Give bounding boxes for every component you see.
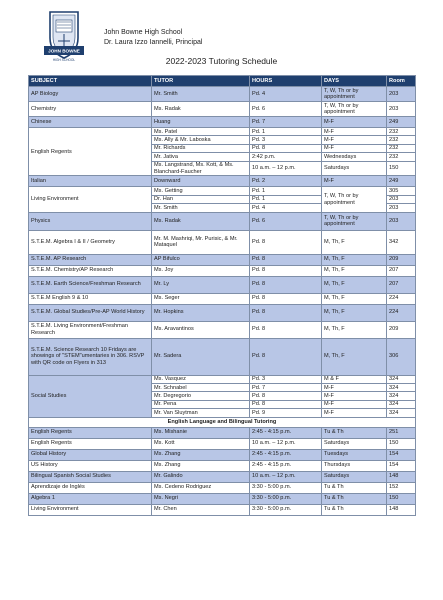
days-cell: T, W, Th or by appointment bbox=[322, 212, 387, 230]
hours-cell: 3:30 - 5:00 p.m. bbox=[250, 493, 322, 504]
subject-cell: US History bbox=[29, 460, 152, 471]
svg-text:HIGH SCHOOL: HIGH SCHOOL bbox=[52, 58, 76, 62]
table-row bbox=[29, 304, 416, 321]
table-row bbox=[29, 254, 416, 265]
subject-cell: English Regents bbox=[29, 427, 152, 438]
days-cell: T, W, Th or by appointment bbox=[322, 87, 387, 102]
room-cell: 154 bbox=[387, 449, 416, 460]
table-row bbox=[29, 460, 416, 471]
tutor-cell: Mr. Smith bbox=[152, 204, 250, 212]
days-cell: T, W, Th or by appointment bbox=[322, 102, 387, 117]
table-row bbox=[29, 427, 416, 438]
hours-cell: 2:45 - 4:15 p.m. bbox=[250, 427, 322, 438]
tutor-cell: Mr. Pena bbox=[152, 400, 250, 408]
subject-cell: Living Environment bbox=[29, 504, 152, 515]
hours-cell: Pd. 8 bbox=[250, 304, 322, 321]
room-cell: 324 bbox=[387, 409, 416, 417]
days-cell: M-F bbox=[322, 384, 387, 392]
tutor-cell: Mr. Sadera bbox=[152, 338, 250, 375]
hours-cell: Pd. 2 bbox=[250, 176, 322, 187]
tutoring-schedule-table bbox=[28, 75, 416, 516]
days-cell: M-F bbox=[322, 409, 387, 417]
room-cell: 324 bbox=[387, 384, 416, 392]
hours-cell: Pd. 8 bbox=[250, 276, 322, 293]
days-cell: M-F bbox=[322, 117, 387, 128]
tutor-cell: Ms. Vasquez bbox=[152, 375, 250, 383]
hours-cell: 10 a.m. – 12 p.m. bbox=[250, 471, 322, 482]
days-cell: M-F bbox=[322, 392, 387, 400]
tutor-cell: Mr. Schnabel bbox=[152, 384, 250, 392]
subject-cell: Chemistry bbox=[29, 102, 152, 117]
subject-cell: Social Studies bbox=[29, 375, 152, 417]
days-cell: M, Th, F bbox=[322, 321, 387, 338]
room-cell: 249 bbox=[387, 117, 416, 128]
hours-cell: Pd. 4 bbox=[250, 87, 322, 102]
subject-cell: S.T.E.M. Chemistry/AP Research bbox=[29, 265, 152, 276]
hours-cell: Pd. 8 bbox=[250, 400, 322, 408]
room-cell: 324 bbox=[387, 375, 416, 383]
room-cell: 152 bbox=[387, 482, 416, 493]
room-cell: 203 bbox=[387, 87, 416, 102]
hours-cell: Pd. 7 bbox=[250, 384, 322, 392]
tutor-cell: Ms. Joy bbox=[152, 265, 250, 276]
subject-cell: S.T.E.M English 9 & 10 bbox=[29, 293, 152, 304]
svg-text:JOHN BOWNE: JOHN BOWNE bbox=[48, 48, 80, 54]
hours-cell: 10 a.m. – 12 p.m. bbox=[250, 438, 322, 449]
subject-cell: S.T.E.M. Living Environment/Freshman Research bbox=[29, 321, 152, 338]
schedule-body bbox=[29, 87, 416, 516]
table-row bbox=[29, 128, 416, 136]
column-header: TUTOR bbox=[152, 76, 250, 87]
subject-cell: Italian bbox=[29, 176, 152, 187]
tutor-cell: Ms. Zhang bbox=[152, 460, 250, 471]
days-cell: M, Th, F bbox=[322, 254, 387, 265]
room-cell: 203 bbox=[387, 195, 416, 203]
subject-cell: S.T.E.M. Earth Science/Freshman Research bbox=[29, 276, 152, 293]
tutor-cell: Mr. Smith bbox=[152, 87, 250, 102]
hours-cell: Pd. 7 bbox=[250, 117, 322, 128]
tutor-cell: Ms. Ally & Mr. Laboska bbox=[152, 136, 250, 144]
room-cell: 305 bbox=[387, 187, 416, 195]
school-name: John Bowne High School bbox=[104, 29, 183, 36]
subject-cell: Bilingual Spanish Social Studies bbox=[29, 471, 152, 482]
tutor-cell: Ms. Kott bbox=[152, 438, 250, 449]
tutor-cell: Mr. Richards bbox=[152, 144, 250, 152]
table-row bbox=[29, 504, 416, 515]
tutor-cell: Ms. Aravantinos bbox=[152, 321, 250, 338]
tutor-cell: Mr. Jativa bbox=[152, 153, 250, 161]
hours-cell: Pd. 8 bbox=[250, 321, 322, 338]
hours-cell: Pd. 8 bbox=[250, 338, 322, 375]
days-cell: T, W, Th or by appointment bbox=[322, 187, 387, 212]
subject-cell: Physics bbox=[29, 212, 152, 230]
days-cell: Saturdays bbox=[322, 438, 387, 449]
tutor-cell: Ms. Radak bbox=[152, 102, 250, 117]
table-header-row bbox=[29, 76, 416, 87]
days-cell: Tu & Th bbox=[322, 504, 387, 515]
days-cell: Tu & Th bbox=[322, 427, 387, 438]
tutor-cell: Mr. Van Sluytman bbox=[152, 409, 250, 417]
hours-cell: Pd. 6 bbox=[250, 212, 322, 230]
days-cell: M, Th, F bbox=[322, 276, 387, 293]
room-cell: 207 bbox=[387, 276, 416, 293]
subject-cell: S.T.E.M. Algebra I & II / Geometry bbox=[29, 230, 152, 254]
hours-cell: Pd. 8 bbox=[250, 392, 322, 400]
room-cell: 203 bbox=[387, 212, 416, 230]
tutor-cell: Ms. Seger bbox=[152, 293, 250, 304]
hours-cell: Pd. 3 bbox=[250, 136, 322, 144]
hours-cell: 2:42 p.m. bbox=[250, 153, 322, 161]
tutor-cell: Ms. Negri bbox=[152, 493, 250, 504]
tutor-cell: AP Bifulco bbox=[152, 254, 250, 265]
subject-cell: Global History bbox=[29, 449, 152, 460]
table-row bbox=[29, 212, 416, 230]
room-cell: 150 bbox=[387, 161, 416, 176]
room-cell: 148 bbox=[387, 504, 416, 515]
subject-cell: S.T.E.M. Science Research 10 Fridays are showings of "STEM"umentaries in 306. RSVP with QR code on Flyers in 313 bbox=[29, 338, 152, 375]
subject-cell: Living Environment bbox=[29, 187, 152, 212]
letterhead bbox=[0, 0, 443, 72]
hours-cell: Pd. 6 bbox=[250, 102, 322, 117]
tutor-cell: Mr. Ly bbox=[152, 276, 250, 293]
table-row bbox=[29, 176, 416, 187]
tutor-cell: Ms. Zhang bbox=[152, 449, 250, 460]
hours-cell: Pd. 8 bbox=[250, 293, 322, 304]
days-cell: Wednesdays bbox=[322, 153, 387, 161]
tutor-cell: Ms. Getting bbox=[152, 187, 250, 195]
room-cell: 154 bbox=[387, 460, 416, 471]
days-cell: M-F bbox=[322, 136, 387, 144]
table-row bbox=[29, 471, 416, 482]
days-cell: M, Th, F bbox=[322, 304, 387, 321]
table-row bbox=[29, 265, 416, 276]
table-row bbox=[29, 230, 416, 254]
hours-cell: Pd. 8 bbox=[250, 144, 322, 152]
hours-cell: Pd. 4 bbox=[250, 204, 322, 212]
subject-cell: S.T.E.M. Global Studies/Pre-AP World History bbox=[29, 304, 152, 321]
room-cell: 224 bbox=[387, 304, 416, 321]
tutor-cell: Ms. Radak bbox=[152, 212, 250, 230]
hours-cell: Pd. 1 bbox=[250, 195, 322, 203]
room-cell: 342 bbox=[387, 230, 416, 254]
hours-cell: 3:30 - 5:00 p.m. bbox=[250, 482, 322, 493]
column-header: Room bbox=[387, 76, 416, 87]
days-cell: M-F bbox=[322, 144, 387, 152]
table-row bbox=[29, 102, 416, 117]
subject-cell: Algebra 1 bbox=[29, 493, 152, 504]
subject-cell: Aprendizaje de Inglés bbox=[29, 482, 152, 493]
table-row bbox=[29, 375, 416, 383]
table-row bbox=[29, 493, 416, 504]
table-row bbox=[29, 293, 416, 304]
principal-name: Dr. Laura Izzo Iannelli, Principal bbox=[104, 39, 203, 46]
tutor-cell: Ms. Cedeno Rodriguez bbox=[152, 482, 250, 493]
days-cell: M, Th, F bbox=[322, 338, 387, 375]
tutor-cell: Ms. Patel bbox=[152, 128, 250, 136]
hours-cell: Pd. 8 bbox=[250, 230, 322, 254]
table-row bbox=[29, 438, 416, 449]
days-cell: M-F bbox=[322, 128, 387, 136]
days-cell: Tuesdays bbox=[322, 449, 387, 460]
column-header: HOURS bbox=[250, 76, 322, 87]
table-row bbox=[29, 482, 416, 493]
room-cell: 150 bbox=[387, 493, 416, 504]
room-cell: 150 bbox=[387, 438, 416, 449]
tutor-cell: Ms. Mishanie bbox=[152, 427, 250, 438]
room-cell: 251 bbox=[387, 427, 416, 438]
days-cell: Saturdays bbox=[322, 471, 387, 482]
room-cell: 203 bbox=[387, 102, 416, 117]
table-row bbox=[29, 87, 416, 102]
subject-cell: AP Biology bbox=[29, 87, 152, 102]
hours-cell: 2:45 - 4:15 p.m. bbox=[250, 460, 322, 471]
tutor-cell: Mr. Galindo bbox=[152, 471, 250, 482]
tutor-cell: Dr. Han bbox=[152, 195, 250, 203]
days-cell: Saturdays bbox=[322, 161, 387, 176]
table-row bbox=[29, 276, 416, 293]
room-cell: 148 bbox=[387, 471, 416, 482]
table-row bbox=[29, 338, 416, 375]
days-cell: Tu & Th bbox=[322, 482, 387, 493]
tutor-cell: Downward bbox=[152, 176, 250, 187]
hours-cell: Pd. 8 bbox=[250, 265, 322, 276]
hours-cell: Pd. 1 bbox=[250, 128, 322, 136]
room-cell: 249 bbox=[387, 176, 416, 187]
room-cell: 232 bbox=[387, 153, 416, 161]
hours-cell: 10 a.m. – 12 p.m. bbox=[250, 161, 322, 176]
table-row bbox=[29, 321, 416, 338]
section-header-row bbox=[29, 417, 416, 427]
room-cell: 324 bbox=[387, 400, 416, 408]
room-cell: 224 bbox=[387, 293, 416, 304]
room-cell: 209 bbox=[387, 254, 416, 265]
room-cell: 209 bbox=[387, 321, 416, 338]
hours-cell: Pd. 9 bbox=[250, 409, 322, 417]
section-title: English Language and Bilingual Tutoring bbox=[29, 417, 416, 427]
days-cell: M & F bbox=[322, 375, 387, 383]
column-header: SUBJECT bbox=[29, 76, 152, 87]
tutor-cell: Mr. Chen bbox=[152, 504, 250, 515]
tutor-cell: Huang bbox=[152, 117, 250, 128]
tutor-cell: Mr. Hopkins bbox=[152, 304, 250, 321]
table-row bbox=[29, 449, 416, 460]
days-cell: M, Th, F bbox=[322, 265, 387, 276]
days-cell: M-F bbox=[322, 400, 387, 408]
room-cell: 207 bbox=[387, 265, 416, 276]
hours-cell: 3:30 - 5:00 p.m. bbox=[250, 504, 322, 515]
hours-cell: Pd. 3 bbox=[250, 375, 322, 383]
school-info bbox=[104, 28, 202, 48]
column-header: DAYS bbox=[322, 76, 387, 87]
hours-cell: Pd. 8 bbox=[250, 254, 322, 265]
tutor-cell: Mr. M. Mashriqi, Mr. Purisic, & Mr. Mataquel bbox=[152, 230, 250, 254]
room-cell: 324 bbox=[387, 392, 416, 400]
days-cell: M, Th, F bbox=[322, 293, 387, 304]
hours-cell: 2:45 - 4:15 p.m. bbox=[250, 449, 322, 460]
hours-cell: Pd. 1 bbox=[250, 187, 322, 195]
days-cell: Tu & Th bbox=[322, 493, 387, 504]
room-cell: 203 bbox=[387, 204, 416, 212]
room-cell: 232 bbox=[387, 144, 416, 152]
table-row bbox=[29, 117, 416, 128]
subject-cell: S.T.E.M. AP Research bbox=[29, 254, 152, 265]
page-title: 2022-2023 Tutoring Schedule bbox=[165, 56, 278, 66]
subject-cell: Chinese bbox=[29, 117, 152, 128]
subject-cell: English Regents bbox=[29, 128, 152, 176]
days-cell: Thursdays bbox=[322, 460, 387, 471]
days-cell: M, Th, F bbox=[322, 230, 387, 254]
subject-cell: English Regents bbox=[29, 438, 152, 449]
room-cell: 232 bbox=[387, 128, 416, 136]
room-cell: 232 bbox=[387, 136, 416, 144]
table-row bbox=[29, 187, 416, 195]
tutor-cell: Ms. Langstrand, Ms. Kott, & Ms. Blanchard-Faucher bbox=[152, 161, 250, 176]
tutor-cell: Mr. Degregorio bbox=[152, 392, 250, 400]
room-cell: 306 bbox=[387, 338, 416, 375]
days-cell: M-F bbox=[322, 176, 387, 187]
